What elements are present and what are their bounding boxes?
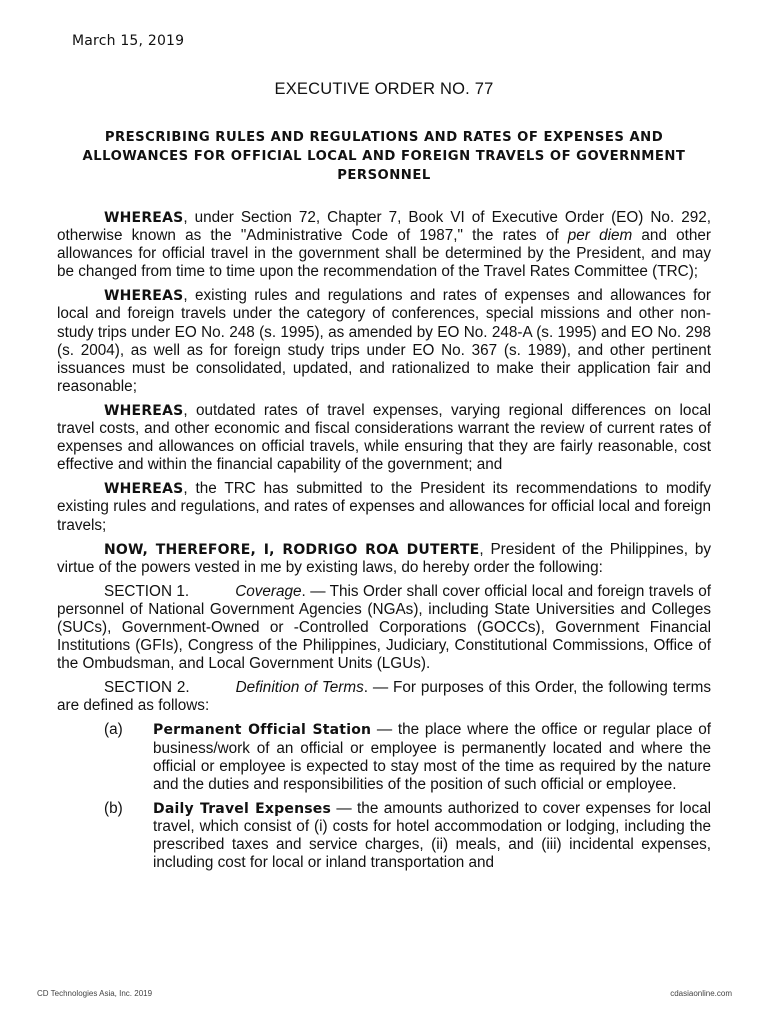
now-therefore-keyword: NOW, THEREFORE, I, RODRIGO ROA DUTERTE (104, 541, 480, 558)
whereas-paragraph-1 (57, 209, 711, 281)
definition-a (57, 721, 711, 793)
definition-text: — the place where the office or regular place of business/work of an official or employee is permanently located and where the official or employee is expected to stay most of the time as required by the nature and the duties and responsibilities of the position of such official or employee. (153, 721, 712, 793)
footer-publisher: CD Technologies Asia, Inc. 2019 (37, 989, 153, 998)
definition-label: (a) (104, 721, 123, 739)
now-therefore-paragraph (57, 541, 711, 577)
whereas-keyword: WHEREAS (104, 288, 184, 305)
document-body (57, 209, 711, 878)
whereas-keyword: WHEREAS (104, 210, 184, 226)
section-title: Coverage (235, 582, 302, 600)
section-2-paragraph (57, 679, 711, 715)
section-1-paragraph (57, 583, 711, 673)
document-date: March 15, 2019 (72, 33, 185, 49)
paragraph-text: , outdated rates of travel expenses, varying regional differences on local travel costs, and other economic and fiscal considerations warrant the review of current rates of expenses and allowances on official travels, while ensuring that they are fairly reasonable, cost effective and within the financial capability of the government; and (57, 401, 711, 474)
definition-label: (b) (104, 799, 123, 817)
paragraph-text: and other allowances for official travel in the government shall be determined by the President, and may be changed from time to time upon the recommendation of the Travel Rates Committee (TRC); (57, 227, 712, 281)
whereas-paragraph-2 (57, 287, 711, 396)
section-number: SECTION 1. (104, 582, 190, 600)
whereas-paragraph-3 (57, 402, 711, 474)
whereas-paragraph-4 (57, 480, 711, 534)
definition-term: Daily Travel Expenses (153, 800, 332, 817)
whereas-keyword: WHEREAS (104, 481, 184, 498)
paragraph-text: . — This Order shall cover official local and foreign travels of personnel of National Government Agencies (NGAs), including State Universities and Colleges (SUCs), Government-Owned or -Controlled Corporations (GOCCs), Government Financial Institutions (GFIs), Congress of the Philippines, Judiciary, Constitutional Commissions, Office of the Ombudsman, and Local Government Units (LGUs). (57, 582, 711, 673)
definition-b (57, 800, 711, 872)
section-number: SECTION 2. (104, 679, 190, 697)
footer-website: cdasiaonline.com (670, 989, 732, 998)
definition-term: Permanent Official Station (153, 722, 372, 739)
definition-text: — the amounts authorized to cover expenses for local travel, which consist of (i) costs for hotel accommodation or lodging, including the prescribed taxes and service charges, (ii) meals, and (iii) incidental expenses, including cost for local or inland transportation and (153, 799, 712, 872)
paragraph-text: , President of the Philippines, by virtue of the powers vested in me by existing laws, do hereby order the following: (57, 540, 711, 576)
whereas-keyword: WHEREAS (104, 402, 184, 419)
paragraph-text: , the TRC has submitted to the President its recommendations to modify existing rules and regulations, and rates of expenses and allowances for official local and foreign travels; (57, 480, 711, 534)
emphasis-text: per diem (567, 227, 633, 245)
paragraph-text: , under Section 72, Chapter 7, Book VI of Executive Order (EO) No. 292, otherwise known as the "Administrative Code of 1987," the rates of (57, 209, 711, 245)
paragraph-text: . — For purposes of this Order, the following terms are defined as follows: (57, 679, 711, 715)
order-heading: PRESCRIBING RULES AND REGULATIONS AND RATES OF EXPENSES AND ALLOWANCES FOR OFFICIAL LOCAL AND FOREIGN TRAVELS OF GOVERNMENT PERSONNEL (82, 130, 686, 183)
document-title: EXECUTIVE ORDER NO. 77 (274, 80, 494, 98)
section-title: Definition of Terms (235, 679, 364, 697)
paragraph-text: , existing rules and regulations and rates of expenses and allowances for local and foreign travels under the category of conferences, special missions and other non-study trips under EO No. 248 (s. 1995), as amended by EO No. 248-A (s. 1995) and EO No. 298 (s. 2004), as well as for foreign study trips under EO No. 367 (s. 1989), and other pertinent issuances must be consolidated, updated, and rationalized to make their application fair and reasonable; (57, 287, 711, 395)
